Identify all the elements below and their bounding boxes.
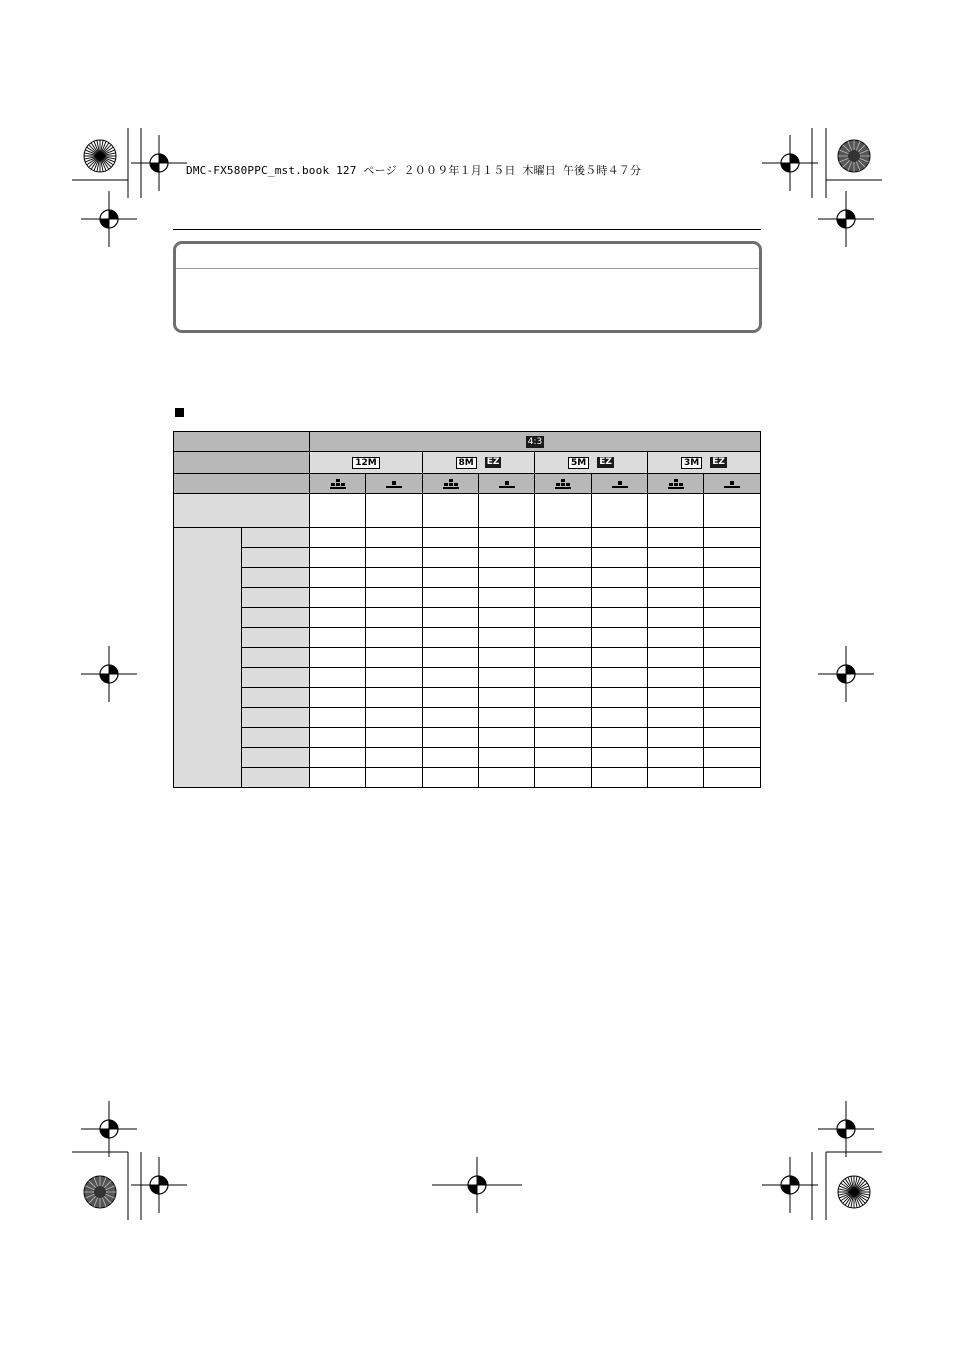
quality-cell: [592, 474, 648, 494]
table-row: [174, 568, 761, 588]
table-cell: [479, 628, 535, 648]
table-cell: [366, 768, 423, 788]
size-cell-3m: [648, 452, 761, 474]
aspect-label-cell: [174, 432, 310, 452]
table-cell: [704, 648, 761, 668]
table-cell: [479, 728, 535, 748]
table-row: [174, 748, 761, 768]
table-cell: [479, 568, 535, 588]
table-cell: [423, 728, 479, 748]
table-cell: [648, 728, 704, 748]
table-cell: [704, 608, 761, 628]
table-cell: [648, 668, 704, 688]
table-cell: [648, 608, 704, 628]
fine-quality-icon: [555, 479, 571, 489]
row-header-cell: [242, 608, 310, 628]
table-cell: [535, 548, 592, 568]
table-row: [174, 494, 761, 528]
row-header-cell: [242, 708, 310, 728]
table-cell: [535, 688, 592, 708]
table-cell: [535, 628, 592, 648]
table-cell: [423, 628, 479, 648]
table-cell: [592, 528, 648, 548]
table-cell: [592, 608, 648, 628]
table-cell: [423, 548, 479, 568]
section-bullet-icon: [175, 408, 184, 417]
table-row: [174, 608, 761, 628]
ez-icon: EZ: [599, 457, 612, 467]
table-cell: [366, 728, 423, 748]
table-cell: [366, 628, 423, 648]
table-cell: [479, 748, 535, 768]
table-cell: [479, 708, 535, 728]
table-cell: [648, 528, 704, 548]
quality-cell: [366, 474, 423, 494]
table-cell: [704, 588, 761, 608]
table-cell: [592, 568, 648, 588]
row-header-cell: [242, 568, 310, 588]
table-cell: [423, 608, 479, 628]
table-cell: [535, 728, 592, 748]
table-cell: [535, 568, 592, 588]
standard-quality-icon: [499, 479, 515, 489]
table-cell: [704, 708, 761, 728]
table-cell: [648, 568, 704, 588]
table-cell: [310, 548, 366, 568]
aspect-cell: [310, 432, 761, 452]
table-cell: [648, 708, 704, 728]
quality-cell: [310, 474, 366, 494]
table-cell: [310, 728, 366, 748]
table-cell: [310, 668, 366, 688]
group-header-cell: [174, 528, 242, 788]
table-cell: [592, 548, 648, 568]
quality-row: [174, 474, 761, 494]
size-12m-icon: 12M: [352, 457, 379, 469]
table-cell: [535, 528, 592, 548]
size-cell-5m: [535, 452, 648, 474]
quality-cell: [479, 474, 535, 494]
fine-quality-icon: [668, 479, 684, 489]
table-cell: [479, 668, 535, 688]
table-cell: [423, 648, 479, 668]
table-row: [174, 688, 761, 708]
table-cell: [366, 608, 423, 628]
table-cell: [366, 708, 423, 728]
size-label-cell: [174, 452, 310, 474]
table-cell: [310, 568, 366, 588]
table-cell: [648, 648, 704, 668]
table-cell: [535, 708, 592, 728]
title-box-divider: [176, 268, 759, 269]
table-cell: [423, 688, 479, 708]
ez-icon: EZ: [712, 457, 725, 467]
table-row: [174, 548, 761, 568]
table-cell: [366, 648, 423, 668]
row-header-cell: [174, 494, 310, 528]
table-row: [174, 708, 761, 728]
table-cell: [535, 608, 592, 628]
table-row: [174, 728, 761, 748]
table-cell: [310, 494, 366, 528]
table-cell: [704, 568, 761, 588]
table-cell: [479, 548, 535, 568]
table-cell: [592, 728, 648, 748]
table-cell: [704, 688, 761, 708]
size-cell-12m: [310, 452, 423, 474]
table-cell: [423, 494, 479, 528]
table-cell: [310, 528, 366, 548]
standard-quality-icon: [612, 479, 628, 489]
table-cell: [479, 608, 535, 628]
table-cell: [648, 588, 704, 608]
table-cell: [479, 688, 535, 708]
table-cell: [592, 688, 648, 708]
table-cell: [704, 628, 761, 648]
quality-cell: [423, 474, 479, 494]
table-cell: [648, 768, 704, 788]
table-cell: [592, 588, 648, 608]
table-cell: [366, 528, 423, 548]
row-header-cell: [242, 728, 310, 748]
recording-capacity-table: [173, 431, 761, 788]
table-cell: [704, 528, 761, 548]
row-header-cell: [242, 688, 310, 708]
table-cell: [479, 494, 535, 528]
table-row: [174, 668, 761, 688]
table-cell: [535, 668, 592, 688]
table-cell: [592, 708, 648, 728]
table-row: [174, 648, 761, 668]
table-cell: [535, 748, 592, 768]
table-cell: [648, 494, 704, 528]
table-cell: [535, 494, 592, 528]
top-rule: [173, 229, 761, 230]
table-cell: [592, 768, 648, 788]
size-row: [174, 452, 761, 474]
table-cell: [592, 648, 648, 668]
table-cell: [648, 688, 704, 708]
table-cell: [704, 768, 761, 788]
table-cell: [310, 748, 366, 768]
table-cell: [592, 668, 648, 688]
table-cell: [366, 494, 423, 528]
table-cell: [592, 628, 648, 648]
row-header-cell: [242, 648, 310, 668]
size-cell-8m: [423, 452, 535, 474]
table-cell: [310, 648, 366, 668]
table-cell: [423, 748, 479, 768]
quality-cell: [704, 474, 761, 494]
row-header-cell: [242, 588, 310, 608]
table-cell: [310, 688, 366, 708]
table-cell: [479, 648, 535, 668]
table-cell: [479, 768, 535, 788]
table-cell: [423, 528, 479, 548]
table-cell: [479, 588, 535, 608]
table-cell: [592, 494, 648, 528]
table-cell: [366, 668, 423, 688]
quality-cell: [535, 474, 592, 494]
row-header-cell: [242, 548, 310, 568]
table-cell: [310, 608, 366, 628]
table-cell: [423, 588, 479, 608]
table-row: [174, 588, 761, 608]
section-title-box: [173, 241, 762, 333]
size-5m-icon: 5M: [568, 457, 589, 469]
standard-quality-icon: [724, 479, 740, 489]
fine-quality-icon: [330, 479, 346, 489]
table-cell: [366, 588, 423, 608]
table-cell: [648, 548, 704, 568]
aspect-row: [174, 432, 761, 452]
row-header-cell: [242, 528, 310, 548]
ez-icon: EZ: [486, 457, 500, 467]
table-cell: [310, 588, 366, 608]
table-cell: [704, 748, 761, 768]
table-cell: [423, 668, 479, 688]
table-cell: [648, 628, 704, 648]
standard-quality-icon: [386, 479, 402, 489]
quality-cell: [648, 474, 704, 494]
table-cell: [366, 548, 423, 568]
table-row: [174, 628, 761, 648]
aspect-4-3-icon: 4:3: [527, 436, 543, 447]
table-cell: [310, 708, 366, 728]
row-header-cell: [242, 748, 310, 768]
table-cell: [535, 648, 592, 668]
table-cell: [310, 628, 366, 648]
table-cell: [535, 768, 592, 788]
fine-quality-icon: [443, 479, 459, 489]
table-cell: [366, 748, 423, 768]
row-header-cell: [242, 668, 310, 688]
table-cell: [366, 688, 423, 708]
table-cell: [423, 708, 479, 728]
table-cell: [592, 748, 648, 768]
table-cell: [648, 748, 704, 768]
table-cell: [423, 768, 479, 788]
size-8m-icon: 8M: [456, 457, 477, 469]
size-3m-icon: 3M: [681, 457, 702, 469]
table-cell: [704, 494, 761, 528]
table-cell: [479, 528, 535, 548]
table-cell: [423, 568, 479, 588]
print-header: DMC-FX580PPC_mst.book 127 ページ ２００９年１月１５日 木曜日 午後５時４７分: [186, 164, 642, 177]
table-cell: [310, 768, 366, 788]
row-header-cell: [242, 628, 310, 648]
table-cell: [535, 588, 592, 608]
quality-label-cell: [174, 474, 310, 494]
table-row: [174, 768, 761, 788]
row-header-cell: [242, 768, 310, 788]
table-cell: [366, 568, 423, 588]
table-cell: [704, 668, 761, 688]
table-row: [174, 528, 761, 548]
table-cell: [704, 728, 761, 748]
table-cell: [704, 548, 761, 568]
